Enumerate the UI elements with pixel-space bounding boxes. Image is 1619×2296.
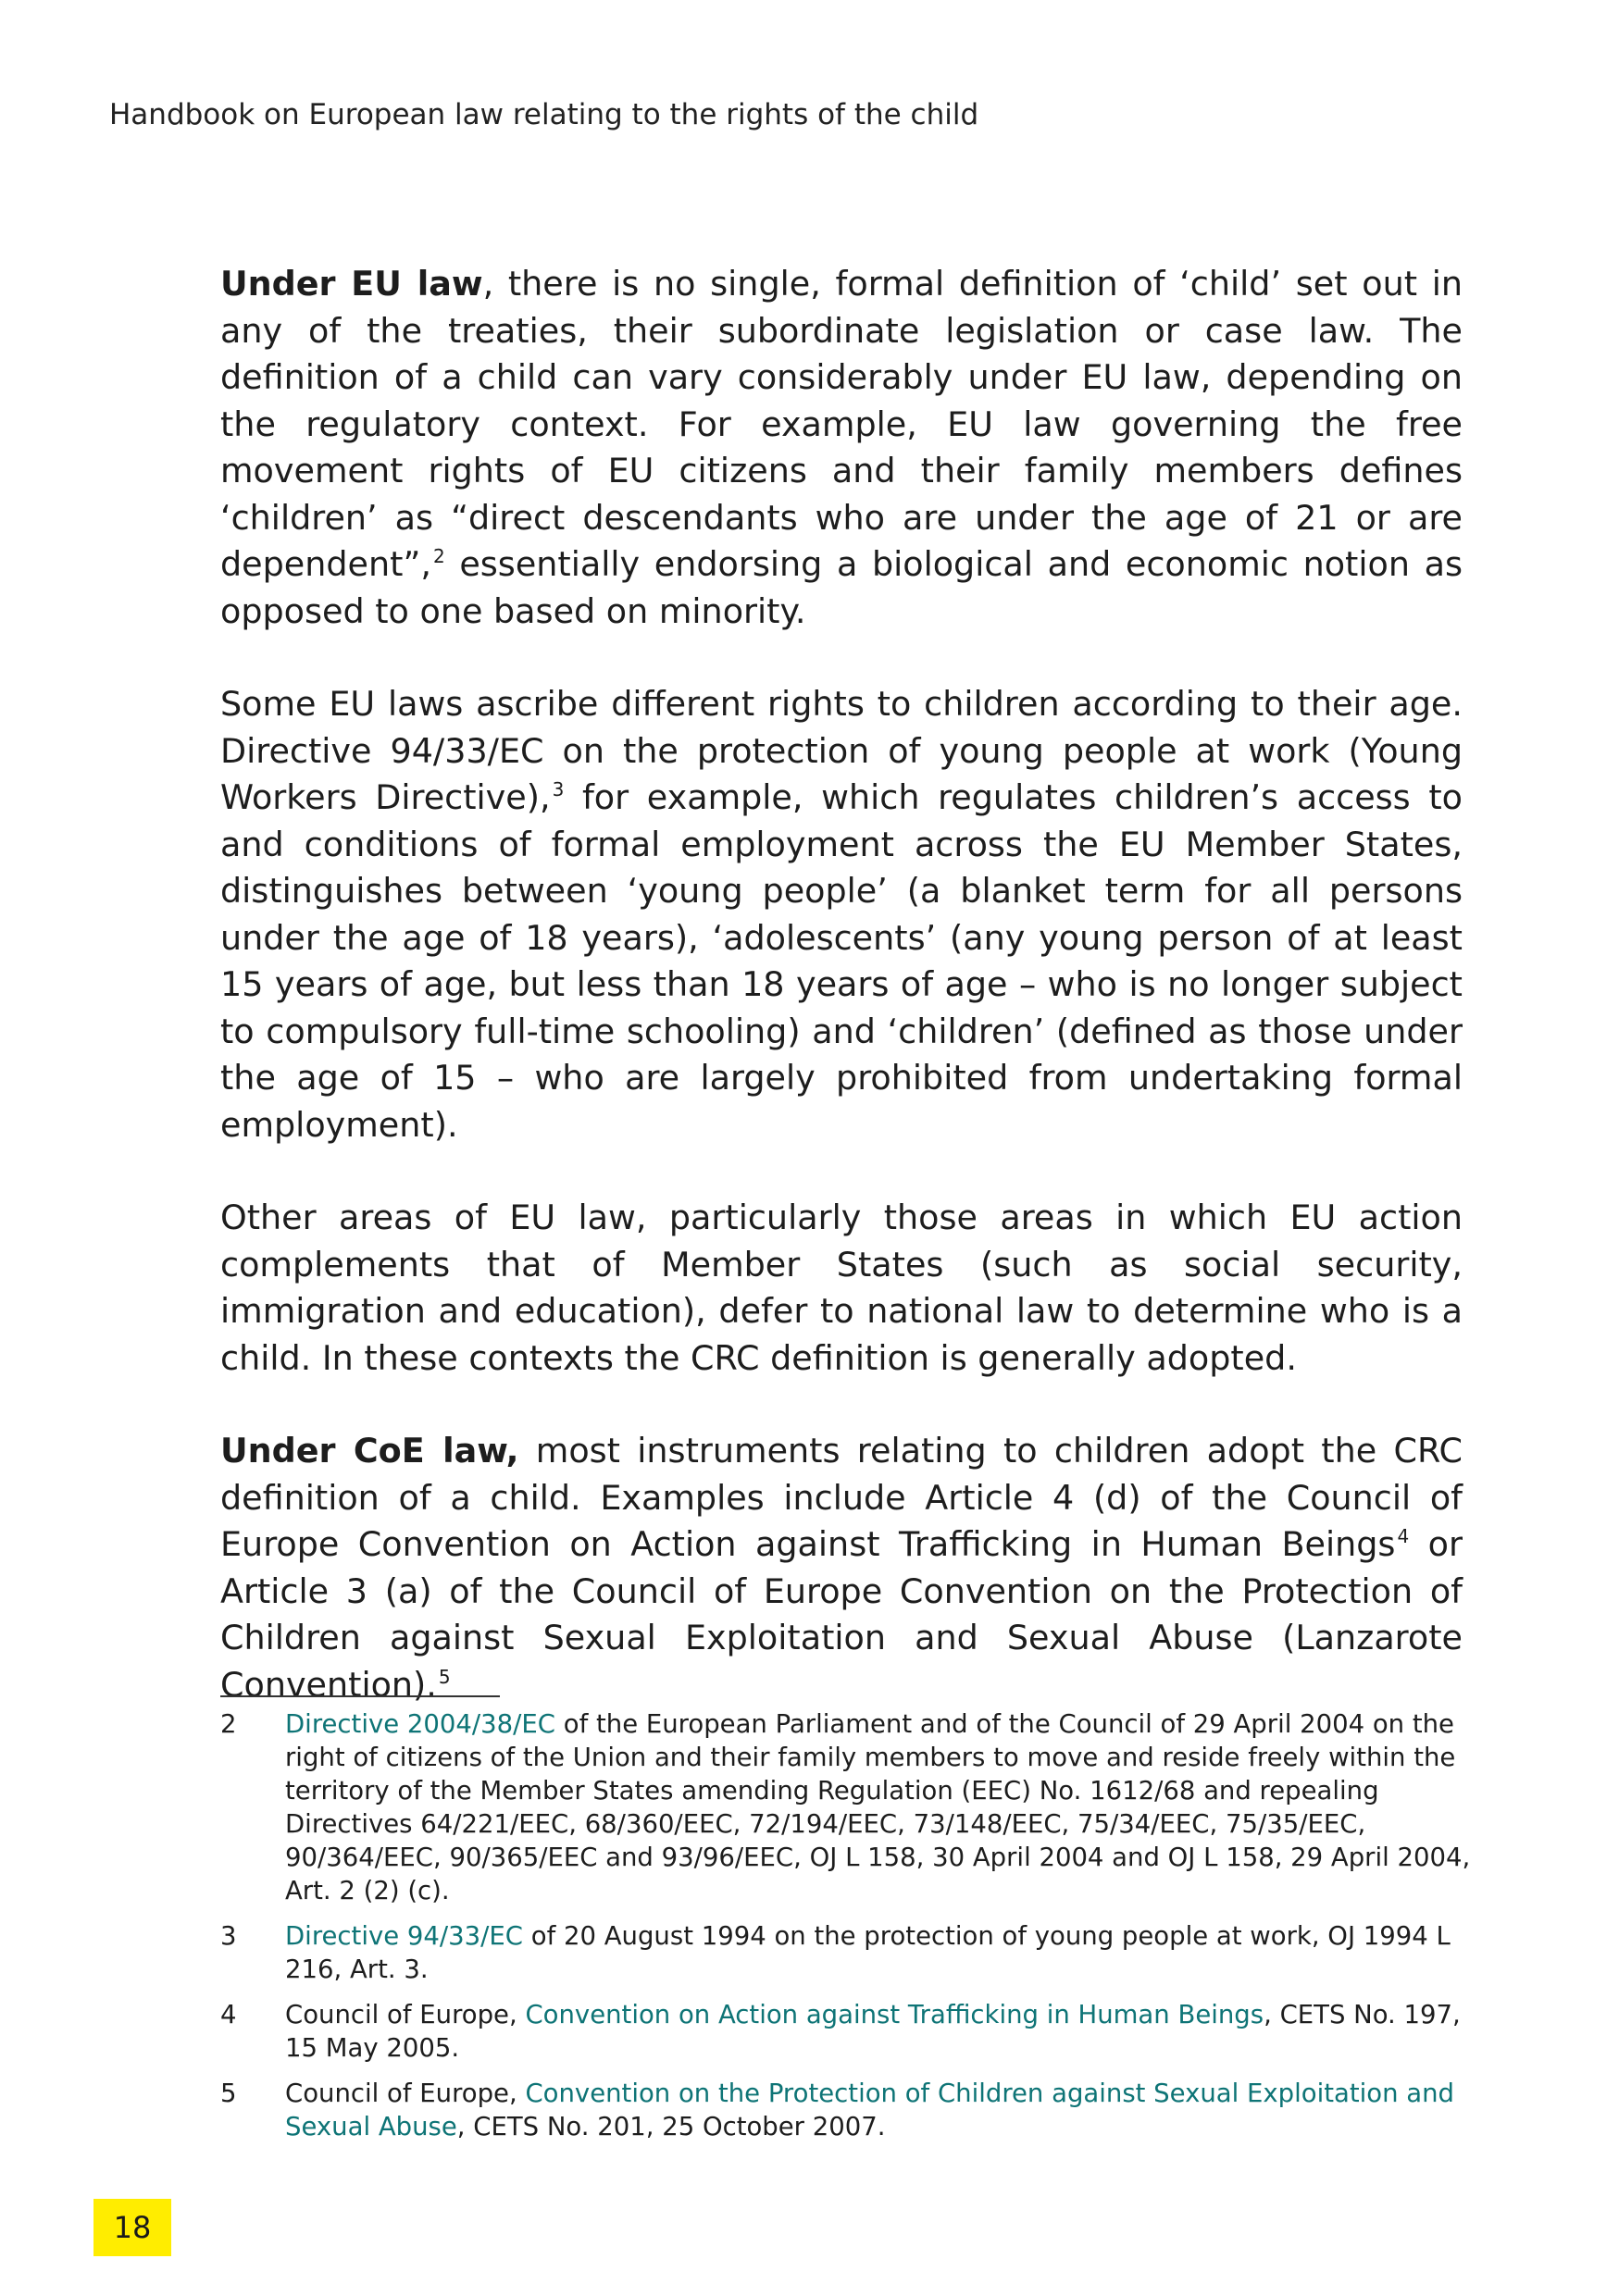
paragraph-text: Some EU laws ascribe different rights to children according to their age. Directive 94/33/EC on the protection of young people at work (Young Workers Directive), [220,684,1463,817]
paragraph-eu-law [220,261,1463,635]
footnotes-section [220,1707,1479,2155]
footnote-ref-2[interactable]: 2 [432,545,445,567]
footnote-text: of the European Parliament and of the Council of 29 April 2004 on the right of citizens of the Union and their family members to move and reside freely within the territory of the Member States amending Regulation (EEC) No. 1612/68 and repealing Directives 64/221/EEC, 68/360/EEC, 72/194/EEC, 73/148/EEC, 75/34/EEC, 75/35/EEC, 90/364/EEC, 90/365/EEC and 93/96/EEC, OJ L 158, 30 April 2004 and OJ L 158, 29 April 2004, Art. 2 (2) (c). [285,1709,1471,1905]
footnote-link-directive-94-33-ec[interactable]: Directive 94/33/EC [285,1921,524,1951]
footnote-prefix: Council of Europe, [285,2000,526,2029]
footnote-text: of 20 August 1994 on the protection of young people at work, OJ 1994 L 216, Art. 3. [285,1921,1451,1984]
footnote-ref-5[interactable]: 5 [438,1665,451,1688]
footnote-5 [220,2077,1479,2143]
footnote-3 [220,1919,1479,1986]
lead-under-coe-law: Under CoE law, [220,1431,519,1471]
paragraph-text: most instruments relating to children adopt the CRC definition of a child. Examples include Article 4 (d) of the Council of Europe Convention on Action against Trafficking in Human Beings [220,1431,1463,1564]
footnote-number: 2 [220,1709,237,1739]
footnote-2 [220,1707,1479,1907]
footnote-text: , CETS No. 197, 15 May 2005. [285,2000,1461,2063]
footnote-number: 3 [220,1921,237,1951]
paragraph-text: essentially endorsing a biological and economic notion as opposed to one based on minority. [220,544,1463,631]
paragraph-text: for example, which regulates children’s access to and conditions of formal employment across the EU Member States, distinguishes between ‘young people’ (a blanket term for all persons under the age of 18 years), ‘adolescents’ (any young person of at least 15 years of age, but less than 18 years of age – who is no longer subject to compulsory full-time schooling) and ‘children’ (defined as those under the age of 15 – who are largely prohibited from undertaking formal employment). [220,777,1463,1145]
paragraph-text: , there is no single, formal definition of ‘child’ set out in any of the treaties, their subordinate legislation or case law. The definition of a child can vary considerably under EU law, depending on the regulatory context. For example, EU law governing the free movement rights of EU citizens and their family members defines ‘children’ as “direct descendants who are under the age of 21 or are dependent”, [220,264,1463,584]
paragraph-other-areas [220,1195,1463,1382]
footnote-link-trafficking-convention[interactable]: Convention on Action against Trafficking in Human Beings [525,2000,1264,2029]
footnote-number: 5 [220,2079,237,2108]
footnote-ref-4[interactable]: 4 [1397,1525,1410,1547]
page-number-badge [93,2199,171,2256]
footnote-divider [220,1695,500,1697]
paragraph-coe-law [220,1428,1463,1708]
lead-under-eu-law: Under EU law [220,264,483,304]
running-header: Handbook on European law relating to the rights of the child [109,98,979,131]
footnote-link-lanzarote-convention[interactable]: Convention on the Protection of Children against Sexual Exploitation and Sexual Abuse [285,2079,1455,2141]
footnote-prefix: Council of Europe, [285,2079,526,2108]
main-body-text [220,261,1463,1755]
paragraph-text: Other areas of EU law, particularly those areas in which EU action complements that of Member States (such as social security, immigration and education), defer to national law to determine who is a child. In these contexts the CRC definition is generally adopted. [220,1198,1463,1378]
paragraph-age-rights [220,681,1463,1148]
footnote-4 [220,1998,1479,2065]
footnote-ref-3[interactable]: 3 [552,778,565,800]
footnote-number: 4 [220,2000,237,2029]
page-number: 18 [113,2210,152,2245]
paragraph-text: or Article 3 (a) of the Council of Europe Convention on the Protection of Children against Sexual Exploitation and Sexual Abuse (Lanzarote Convention). [220,1524,1463,1705]
footnote-text: , CETS No. 201, 25 October 2007. [456,2112,886,2141]
footnote-link-directive-2004-38-ec[interactable]: Directive 2004/38/EC [285,1709,555,1739]
